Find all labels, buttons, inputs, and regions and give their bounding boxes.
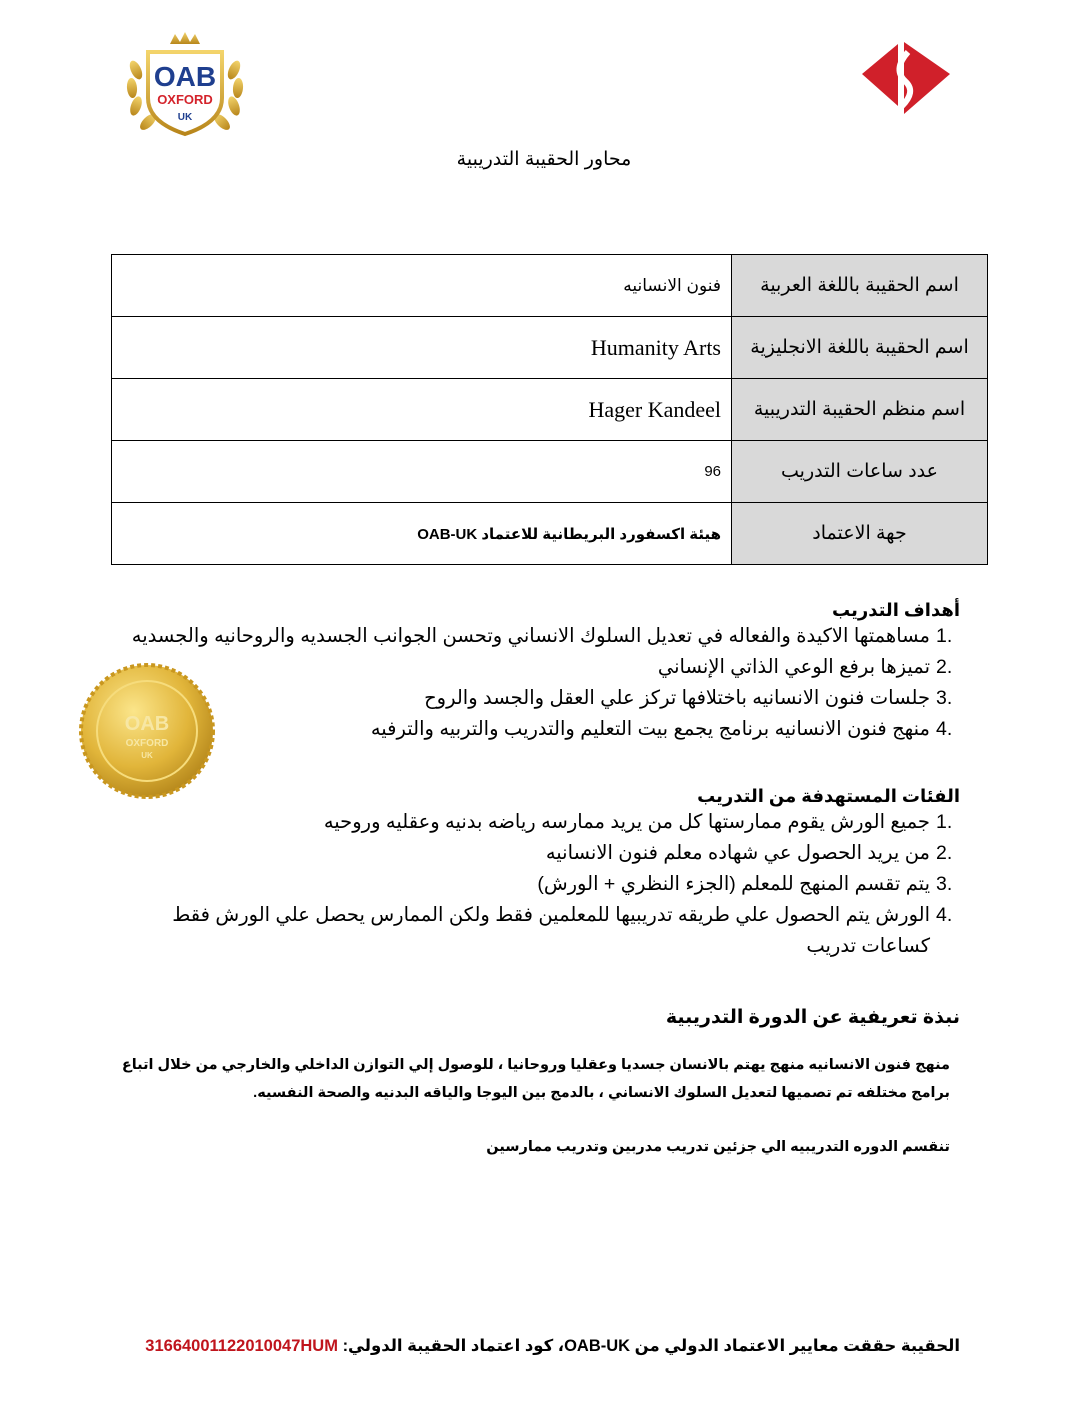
list-item: منهج فنون الانسانيه برنامج يجمع بيت التعليم والتدريب والتربيه والترفيه [370,718,930,740]
list-item: مساهمتها الاكيدة والفعاله في تعديل السلوك الانساني وتحسن الجوانب الجسديه والروحانيه والجسديه [131,625,930,647]
oab-oxford-logo [122,30,248,142]
accreditation-code: 31664001122010047HUM [145,1337,338,1355]
goals-heading: أهداف التدريب [832,600,960,620]
oab-logo-line3: UK [177,112,193,123]
row-label-accreditation: جهة الاعتماد [732,503,988,565]
row-value-organizer: Hager Kandeel [112,379,732,441]
row-label-arabic-name: اسم الحقيبة باللغة العربية [732,255,988,317]
list-item: جميع الورش يقوم ممارستها كل من يريد ممارسه رياضه بدنيه وعقليه وروحيه [323,811,930,833]
list-item: يتم تقسم المنهج للمعلم (الجزء النظري + الورش) [537,873,930,895]
target-groups-section [120,786,960,962]
table-row [112,503,988,565]
table-row [112,317,988,379]
target-list [120,807,960,962]
list-item: من يريد الحصول عي شهاده معلم فنون الانسانيه [545,842,930,864]
list-item: تميزها برفع الوعي الذاتي الإنساني [657,656,930,678]
goals-list [120,621,960,745]
row-value-accreditation: هيئة اكسفورد البريطانية للاعتماد OAB-UK [112,503,732,565]
accreditation-footer [145,1336,960,1356]
list-item: الورش يتم الحصول علي طريقه تدريبيها للمعلمين فقط ولكن الممارس يحصل علي الورش فقط كساعات تدريب [172,904,930,957]
list-item: جلسات فنون الانسانيه باختلافها تركز علي العقل والجسد والروح [424,687,930,709]
table-row [112,379,988,441]
row-value-hours: 96 [112,441,732,503]
oab-logo-line2: OXFORD [157,92,213,107]
target-heading: الفئات المستهدفة من التدريب [697,786,960,806]
page-title: محاور الحقيبة التدريبية [456,149,632,170]
seal-line2: OXFORD [125,738,169,749]
table-row [112,441,988,503]
row-value-english-name: Humanity Arts [112,317,732,379]
table-row [112,255,988,317]
oab-logo-line1: OAB [153,61,217,92]
row-label-organizer: اسم منظم الحقيبة التدريبية [732,379,988,441]
course-info-table [111,254,988,565]
footer-text: الحقيبة حققت معايير الاعتماد الدولي من OAB-UK، كود اعتماد الحقيبة الدولي: [342,1337,960,1355]
row-value-arabic-name: فنون الانسانيه [112,255,732,317]
brand-logo [858,40,954,116]
intro-paragraph: منهج فنون الانسانيه منهج يهتم بالانسان جسديا وعقليا وروحانيا ، للوصول إلي التوازن الداخلي والخارجي من خلال اتباع برامج مختلفه تم تصميها لتعديل السلوك الانساني ، بالدمج بين اليوجا والياقه البدنيه والصحة النفسيه. [121,1057,950,1101]
intro-heading: نبذة تعريفية عن الدورة التدريبية [665,1007,960,1028]
training-goals-section [120,600,960,745]
course-intro-section [120,1006,960,1187]
row-label-hours: عدد ساعات التدريب [732,441,988,503]
intro-paragraph: تنقسم الدوره التدريبيه الي جزئين تدريب مدربين وتدريب ممارسين [486,1139,950,1155]
seal-line1: OAB [124,713,170,735]
row-label-english-name: اسم الحقيبة باللغة الانجليزية [732,317,988,379]
seal-line3: UK [141,751,153,760]
